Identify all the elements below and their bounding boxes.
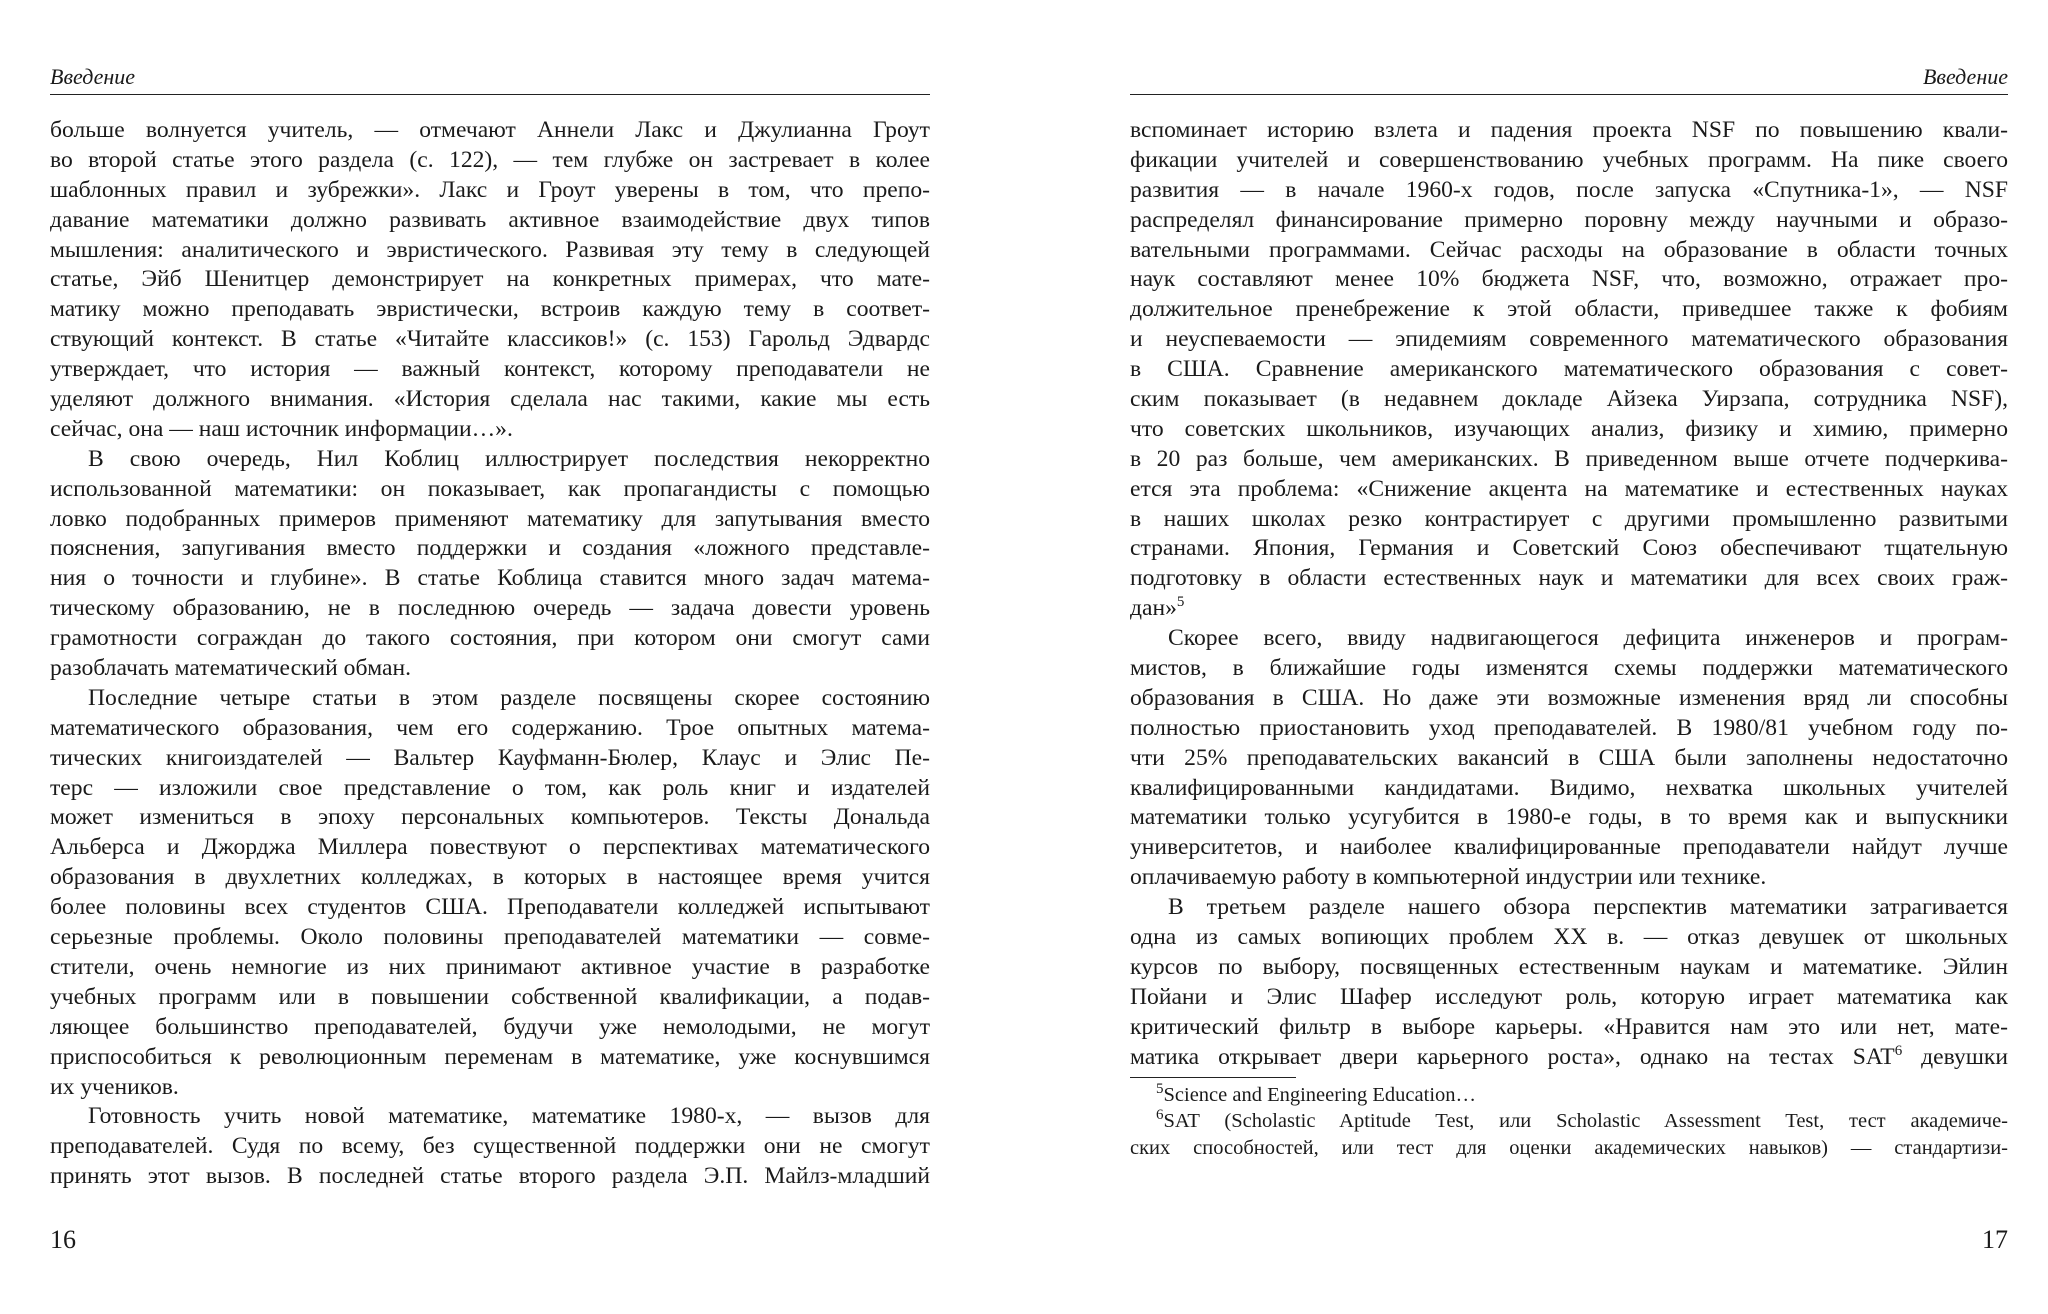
text-line: критический фильтр в выборе карьеры. «Нравится нам это или нет, мате- <box>1130 1013 2008 1040</box>
text-line: фикации учителей и совершенствованию учебных программ. На пике своего <box>1130 146 2008 173</box>
text-line: уделяют должного внимания. «История сделала нас такими, какие мы есть <box>50 386 930 413</box>
text-line: подготовку в области естественных наук и математики для всех своих граж- <box>1130 565 2008 592</box>
text-line: тическому образованию, не в последнюю очередь — задача довести уровень <box>50 595 930 622</box>
text-line: ляющее большинство преподавателей, будучи уже немолодыми, не могут <box>50 1013 930 1040</box>
text-line: принять этот вызов. В последней статье второго раздела Э.П. Майлз-младший <box>50 1163 930 1190</box>
text-line: квалифицированными кандидатами. Видимо, нехватка школьных учителей <box>1130 774 2008 801</box>
text-line: тических книгоиздателей — Вальтер Кауфманн-Бюлер, Клаус и Элис Пе- <box>50 744 930 771</box>
text-line: дан»$^5$ <box>1130 594 1185 622</box>
text-line: математического образования, чем его содержанию. Трое опытных матема- <box>50 714 930 741</box>
text-line: приспособиться к революционным переменам в математике, уже коснувшимся <box>50 1043 930 1070</box>
text-line: Последние четыре статьи в этом разделе посвящены скорее состоянию <box>88 684 930 711</box>
text-line: курсов по выбору, посвященных естественным наукам и математике. Эйлин <box>1130 953 2008 980</box>
text-line: статье, Эйб Шенитцер демонстрирует на конкретных примерах, что мате- <box>50 266 930 293</box>
text-line: учебных программ или в повышении собственной квалификации, а подав- <box>50 983 930 1010</box>
text-line: мистов, в ближайшие годы изменятся схемы поддержки математического <box>1130 655 2008 682</box>
text-line: должительное пренебрежение к этой области, приведшее также к фобиям <box>1130 296 2008 323</box>
text-line: одна из самых вопиющих проблем XX в. — отказ девушек от школьных <box>1130 924 2008 951</box>
text-line: грамотности сограждан до такого состояния, при котором они смогут сами <box>50 625 930 652</box>
text-line: во второй статье этого раздела (с. 122), — тем глубже он застревает в колее <box>50 146 930 173</box>
text-line: ским показывает (в недавнем докладе Айзека Уирзапа, сотрудника NSF), <box>1130 386 2008 413</box>
footnote-line: ских способностей, или тест для оценки академических навыков) — стандартизи- <box>1130 1136 2008 1159</box>
text-line: Готовность учить новой математике, математике 1980-х, — вызов для <box>88 1103 930 1130</box>
text-body <box>1130 116 2008 1073</box>
footnote-number: 5 <box>1156 1081 1164 1098</box>
footnote-marker: 6 <box>1894 1042 1903 1059</box>
left-page <box>50 0 930 1314</box>
text-line: В третьем разделе нашего обзора перспектив математики затрагивается <box>1168 894 2008 921</box>
text-line: развития — в начале 1960-х годов, после запуска «Спутника-1», — NSF <box>1130 176 2008 203</box>
text-line: может измениться в эпоху персональных компьютеров. Тексты Дональда <box>50 804 930 831</box>
text-line: образования в США. Но даже эти возможные изменения вряд ли способны <box>1130 684 2008 711</box>
text-line: их учеников. <box>50 1073 179 1100</box>
text-line: чти 25% преподавательских вакансий в США были заполнены недостаточно <box>1130 744 2008 771</box>
footnote-number: 6 <box>1156 1107 1164 1124</box>
footnotes <box>1130 1082 2008 1161</box>
text-line: в наших школах резко контрастирует с другими промышленно развитыми <box>1130 505 2008 532</box>
text-line: Альберса и Джорджа Миллера повествуют о перспективах математического <box>50 834 930 861</box>
text-line: ется эта проблема: «Снижение акцента на математике и естественных науках <box>1130 475 2008 502</box>
page-number: 16 <box>50 1225 76 1254</box>
text-line: В свою очередь, Нил Коблиц иллюстрирует последствия некорректно <box>88 445 930 472</box>
text-line: вспоминает историю взлета и падения проекта NSF по повышению квали- <box>1130 117 2008 143</box>
text-line: Пойани и Элис Шафер исследуют роль, которую играет математика как <box>1130 983 2008 1010</box>
text-line: сейчас, она — наш источник информации…». <box>50 415 513 442</box>
running-head: Введение <box>50 64 930 95</box>
text-line: Скорее всего, ввиду надвигающегося дефицита инженеров и програм- <box>1168 625 2008 652</box>
text-line: в США. Сравнение американского математического образования с совет- <box>1130 356 2008 383</box>
text-line: ловко подобранных примеров применяют математику для запутывания вместо <box>50 505 930 532</box>
running-head: Введение <box>1130 64 2008 95</box>
text-line: наук составляют менее 10% бюджета NSF, что, возможно, отражает про- <box>1130 266 2008 293</box>
text-line: вательными программами. Сейчас расходы на образование в области точных <box>1130 236 2008 263</box>
text-line: больше волнуется учитель, — отмечают Аннели Лакс и Джулианна Гроут <box>50 117 930 143</box>
footnote-marker: 5 <box>1176 594 1185 611</box>
text-line: пояснения, запугивания вместо поддержки и создания «ложного представле- <box>50 535 930 562</box>
text-line: использованной математики: он показывает, как пропагандисты с помощью <box>50 475 930 502</box>
text-line: распределял финансирование примерно поровну между научными и образо- <box>1130 206 2008 233</box>
text-line: давание математики должно развивать активное взаимодействие двух типов <box>50 206 930 233</box>
text-line: мышления: аналитического и эвристического. Развивая эту тему в следующей <box>50 236 930 263</box>
text-line: матика открывает двери карьерного роста», однако на тестах SAT$^6$ девушки <box>1130 1042 2009 1070</box>
text-line: серьезные проблемы. Около половины преподавателей математики — совме- <box>50 924 930 951</box>
text-line: более половины всех студентов США. Преподаватели колледжей испытывают <box>50 894 930 921</box>
text-line: математики только усугубится в 1980-е годы, в то время как и выпускники <box>1130 804 2008 831</box>
text-line: полностью приостановить уход преподавателей. В 1980/81 учебном году по- <box>1130 714 2008 741</box>
footnote-rule <box>1130 1077 1296 1078</box>
text-line: терс — изложили свое представление о том, как роль книг и издателей <box>50 774 930 801</box>
footnote-line: $^5$Science and Engineering Education… <box>1156 1081 1477 1106</box>
text-line: утверждает, что история — важный контекст, которому преподаватели не <box>50 356 930 383</box>
text-line: университетов, и наиболее квалифицированные преподаватели найдут лучше <box>1130 834 2008 861</box>
text-line: странами. Япония, Германия и Советский Союз обеспечивают тщательную <box>1130 535 2008 562</box>
text-line: образования в двухлетних колледжах, в которых в настоящее время учится <box>50 864 930 891</box>
text-line: шаблонных правил и зубрежки». Лакс и Гроут уверены в том, что препо- <box>50 176 930 203</box>
text-line: ствующий контекст. В статье «Читайте классиков!» (с. 153) Гарольд Эдвардс <box>50 326 930 353</box>
text-line: разоблачать математический обман. <box>50 655 411 682</box>
page-number: 17 <box>1982 1225 2008 1254</box>
text-line: матику можно преподавать эвристически, встроив каждую тему в соответ- <box>50 296 930 323</box>
text-line: что советских школьников, изучающих анализ, физику и химию, примерно <box>1130 415 2008 442</box>
text-line: оплачиваемую работу в компьютерной индустрии или технике. <box>1130 864 1767 891</box>
text-line: ния о точности и глубине». В статье Коблица ставится много задач матема- <box>50 565 930 592</box>
text-body <box>50 116 930 1192</box>
text-line: в 20 раз больше, чем американских. В приведенном выше отчете подчеркива- <box>1130 445 2008 472</box>
text-line: стители, очень немногие из них принимают активное участие в разработке <box>50 953 930 980</box>
text-line: и неуспеваемости — эпидемиям современного математического образования <box>1130 326 2008 353</box>
footnote-line: $^6$SAT (Scholastic Aptitude Test, или Scholastic Assessment Test, тест академиче- <box>1156 1107 2008 1133</box>
right-page <box>1130 0 2008 1314</box>
text-line: преподавателей. Судя по всему, без существенной поддержки они не смогут <box>50 1133 930 1160</box>
